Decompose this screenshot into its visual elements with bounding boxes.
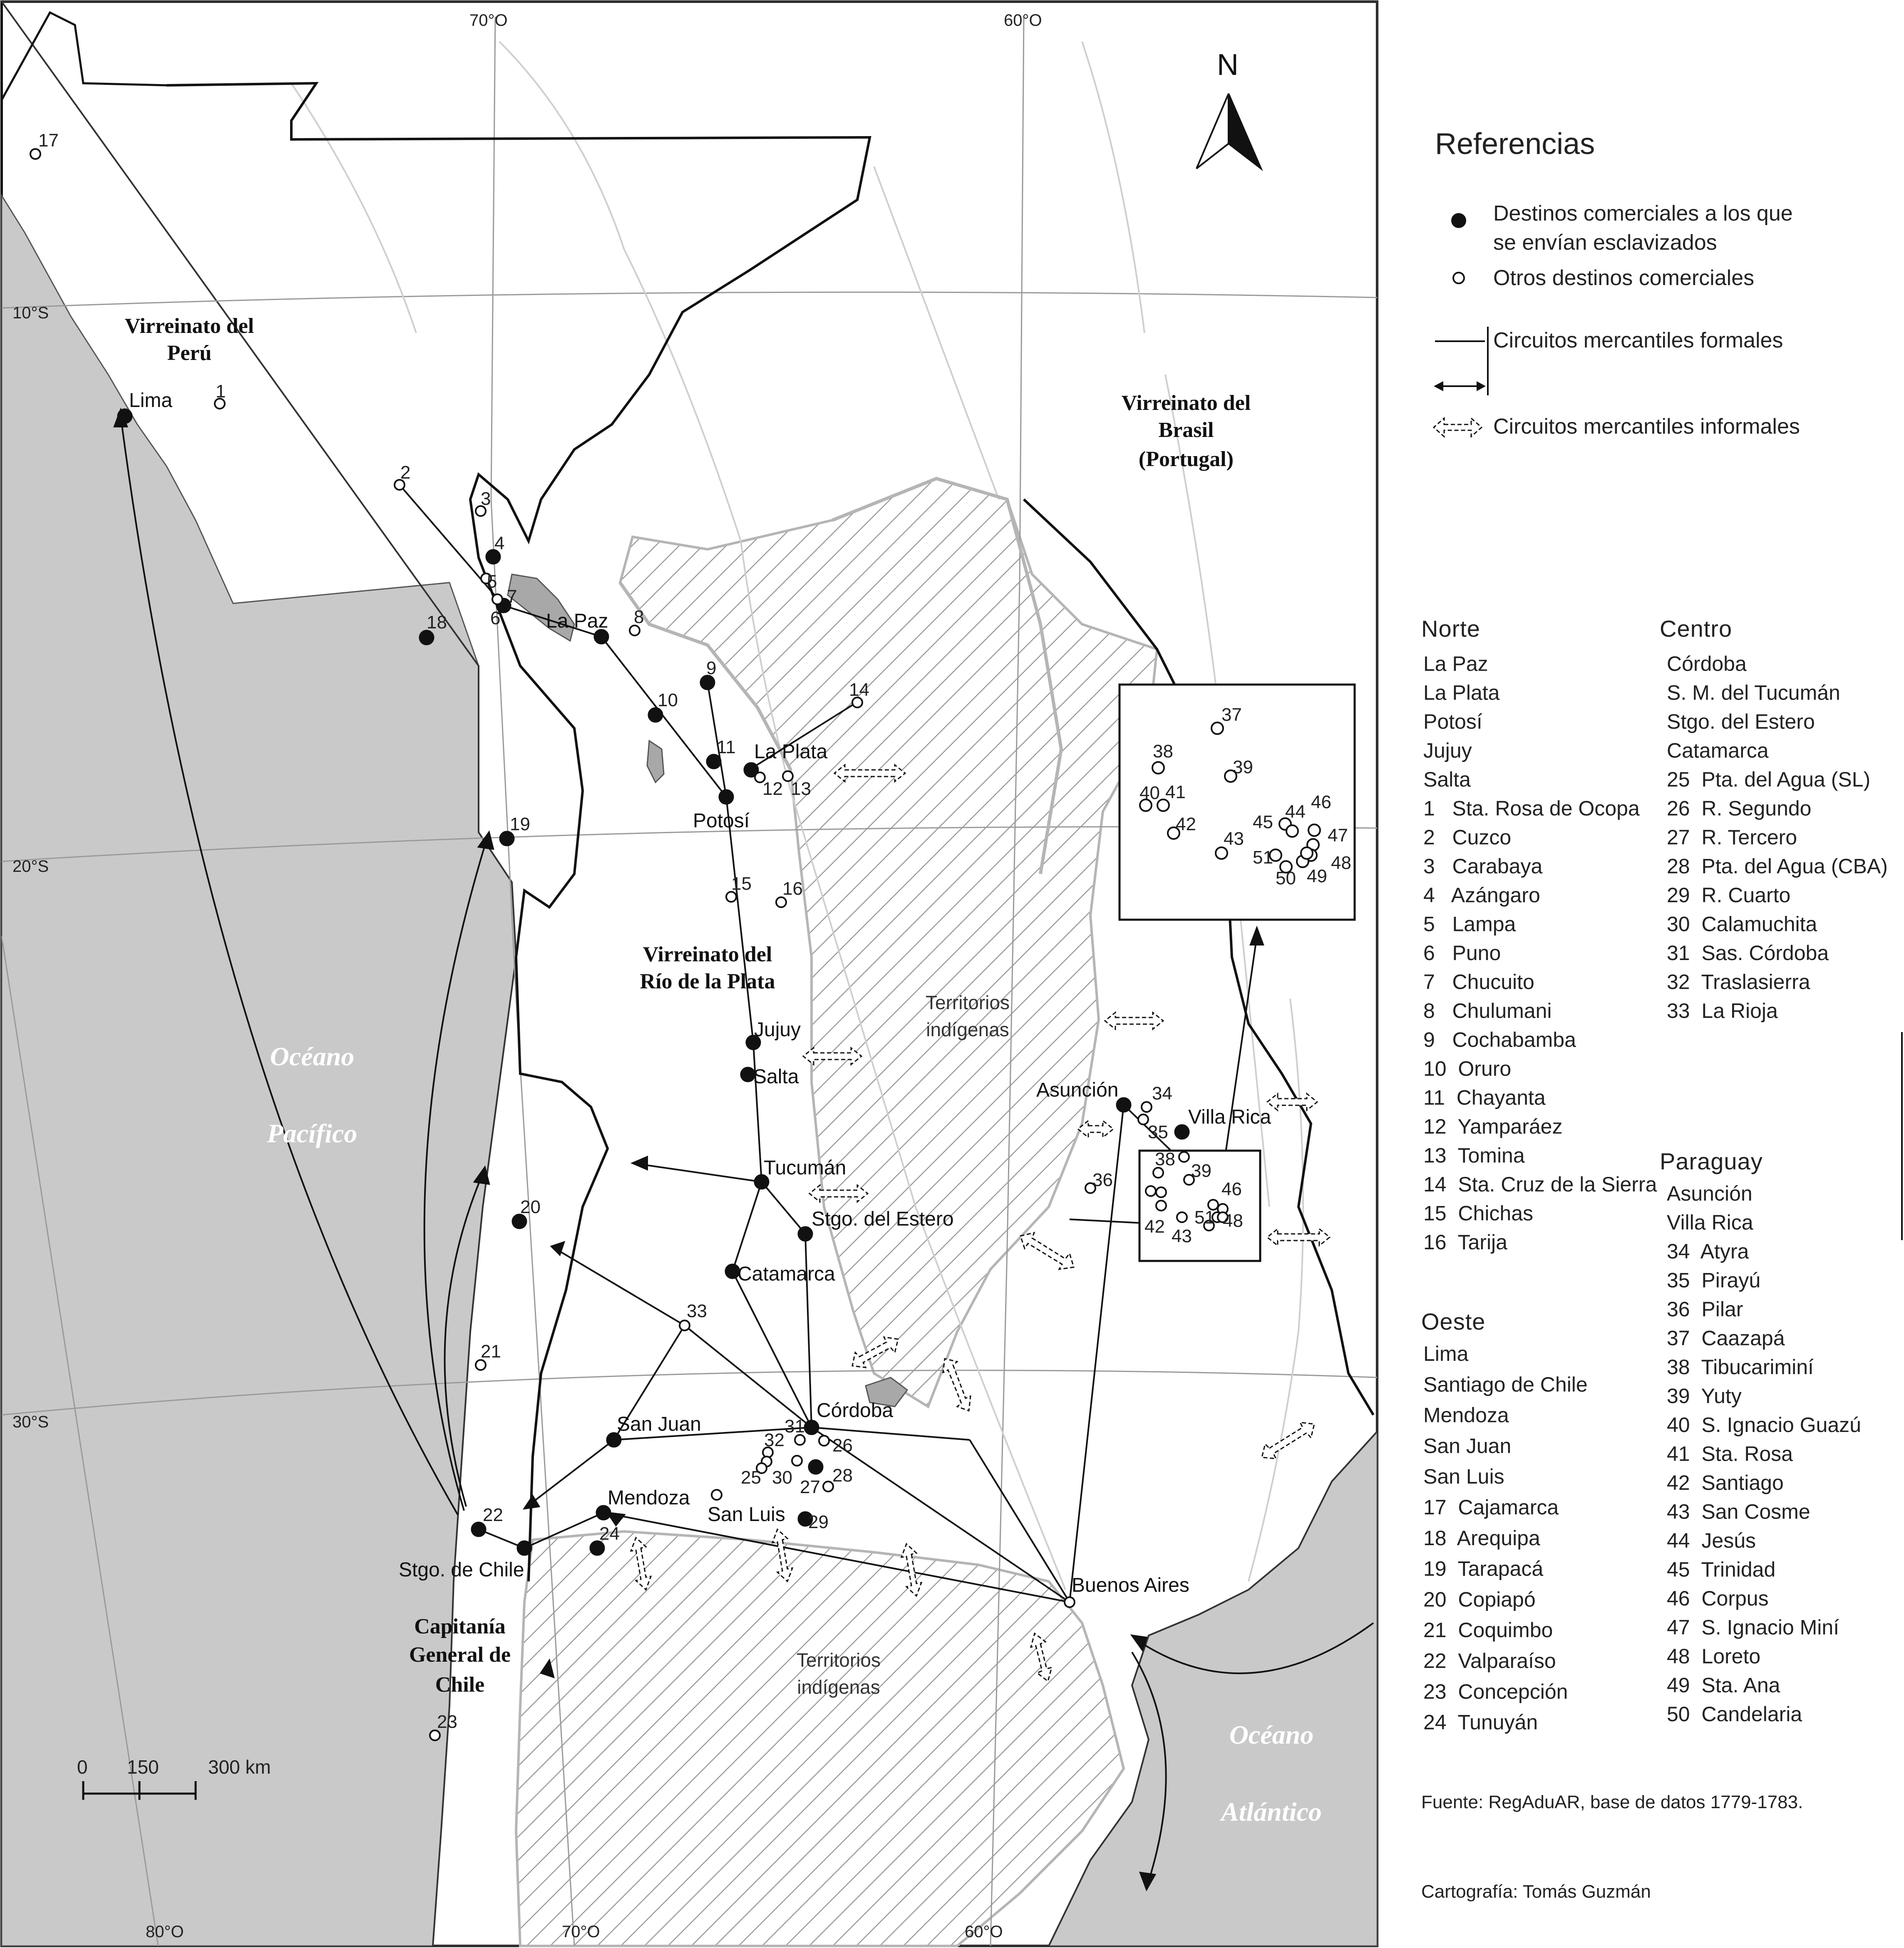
svg-text:20: 20 bbox=[520, 1197, 541, 1217]
city-mendoza: Mendoza bbox=[608, 1487, 690, 1509]
svg-text:28: 28 bbox=[832, 1465, 853, 1486]
city-salta: Salta bbox=[753, 1066, 799, 1088]
svg-text:50: 50 bbox=[1276, 868, 1296, 888]
centro-list-item: Stgo. del Estero bbox=[1667, 710, 1815, 733]
oeste-list-item: 23 Concepción bbox=[1423, 1680, 1568, 1703]
paraguay-list-item: 49 Sta. Ana bbox=[1667, 1673, 1780, 1697]
paraguay-list-item: 48 Loreto bbox=[1667, 1645, 1761, 1668]
svg-text:42: 42 bbox=[1176, 814, 1196, 834]
oeste-list-item: 20 Copiapó bbox=[1423, 1588, 1536, 1611]
legend-filled-1: Destinos comerciales a los que bbox=[1493, 201, 1793, 226]
city-villarica: Villa Rica bbox=[1188, 1106, 1271, 1128]
svg-text:18: 18 bbox=[427, 612, 447, 633]
svg-text:39: 39 bbox=[1233, 757, 1253, 777]
svg-text:47: 47 bbox=[1328, 825, 1348, 846]
centro-list-item: 33 La Rioja bbox=[1667, 999, 1778, 1022]
list-norte bbox=[1421, 615, 1657, 1254]
svg-text:15: 15 bbox=[731, 873, 752, 894]
city-laplata: La Plata bbox=[754, 741, 828, 763]
indigenous-2-line2: indígenas bbox=[797, 1676, 880, 1698]
svg-text:51: 51 bbox=[1194, 1207, 1215, 1228]
svg-text:40: 40 bbox=[1139, 783, 1160, 803]
list-centro bbox=[1660, 615, 1888, 1022]
pacific-label-2: Pacífico bbox=[267, 1119, 357, 1148]
centro-list-item: Córdoba bbox=[1667, 652, 1747, 675]
centro-list-item: Catamarca bbox=[1667, 739, 1769, 762]
svg-text:38: 38 bbox=[1155, 1149, 1175, 1169]
north-label: N bbox=[1217, 48, 1239, 82]
svg-text:9: 9 bbox=[706, 658, 717, 678]
paraguay-list-item: 39 Yuty bbox=[1667, 1384, 1742, 1408]
svg-text:3: 3 bbox=[481, 489, 491, 509]
svg-text:22: 22 bbox=[483, 1505, 503, 1525]
credits-source: Fuente: RegAduAR, base de datos 1779-1783. bbox=[1421, 1792, 1803, 1812]
centro-list-item: 26 R. Segundo bbox=[1667, 797, 1812, 820]
norte-list-item: Potosí bbox=[1423, 710, 1482, 733]
city-lapaz: La Paz bbox=[546, 610, 608, 632]
list-centro-head: Centro bbox=[1660, 615, 1733, 642]
svg-text:32: 32 bbox=[764, 1430, 784, 1450]
norte-list-item: 9 Cochabamba bbox=[1423, 1028, 1576, 1052]
scale-150: 150 bbox=[127, 1756, 159, 1778]
centro-list-item: 25 Pta. del Agua (SL) bbox=[1667, 768, 1871, 791]
legend-title: Referencias bbox=[1435, 127, 1595, 161]
city-buenosaires: Buenos Aires bbox=[1072, 1574, 1189, 1596]
svg-text:43: 43 bbox=[1172, 1226, 1192, 1246]
svg-text:26: 26 bbox=[832, 1435, 853, 1456]
svg-text:35: 35 bbox=[1148, 1122, 1168, 1142]
region-peru-1: Virreinato del bbox=[124, 314, 254, 338]
svg-text:45: 45 bbox=[1253, 812, 1273, 832]
svg-text:8: 8 bbox=[634, 607, 644, 627]
norte-list-item: 14 Sta. Cruz de la Sierra bbox=[1423, 1173, 1657, 1196]
region-chile-2: General de bbox=[409, 1643, 511, 1667]
svg-text:51: 51 bbox=[1253, 847, 1273, 868]
city-stgo-estero: Stgo. del Estero bbox=[812, 1208, 954, 1230]
city-potosi: Potosí bbox=[693, 810, 750, 832]
svg-text:11: 11 bbox=[717, 737, 736, 757]
svg-text:25: 25 bbox=[741, 1467, 761, 1488]
norte-list-item: 5 Lampa bbox=[1423, 912, 1516, 936]
svg-text:46: 46 bbox=[1311, 792, 1331, 812]
oeste-list-item: 17 Cajamarca bbox=[1423, 1496, 1559, 1519]
svg-text:46: 46 bbox=[1221, 1179, 1242, 1199]
city-asuncion: Asunción bbox=[1036, 1079, 1119, 1101]
norte-list-item: 16 Tarija bbox=[1423, 1231, 1507, 1254]
oeste-list-item: 19 Tarapacá bbox=[1423, 1557, 1544, 1581]
region-plata-1: Virreinato del bbox=[643, 943, 772, 966]
region-chile-3: Chile bbox=[435, 1673, 485, 1697]
region-brasil-3: (Portugal) bbox=[1138, 447, 1234, 471]
paraguay-list-item: 46 Corpus bbox=[1667, 1587, 1769, 1610]
svg-text:19: 19 bbox=[510, 814, 530, 834]
pacific-label-1: Océano bbox=[270, 1042, 355, 1071]
svg-text:44: 44 bbox=[1285, 802, 1306, 822]
list-oeste bbox=[1421, 1308, 1588, 1734]
svg-text:29: 29 bbox=[808, 1512, 829, 1532]
norte-list-item: 2 Cuzco bbox=[1423, 826, 1512, 849]
city-tucuman: Tucumán bbox=[764, 1157, 846, 1179]
oeste-list-item: 18 Arequipa bbox=[1423, 1526, 1540, 1550]
indigenous-2-line1: Territorios bbox=[797, 1649, 881, 1671]
norte-list-item: 4 Azángaro bbox=[1423, 883, 1540, 907]
svg-text:31: 31 bbox=[784, 1416, 805, 1437]
svg-text:6: 6 bbox=[490, 608, 501, 628]
svg-text:12: 12 bbox=[762, 779, 783, 799]
svg-text:48: 48 bbox=[1331, 853, 1351, 873]
city-jujuy: Jujuy bbox=[754, 1019, 801, 1041]
oeste-list-item: Santiago de Chile bbox=[1423, 1372, 1588, 1396]
svg-text:24: 24 bbox=[599, 1524, 620, 1544]
svg-text:17: 17 bbox=[38, 130, 59, 151]
city-cordoba: Córdoba bbox=[817, 1400, 894, 1422]
city-lima: Lima bbox=[129, 390, 173, 412]
centro-list-item: 32 Traslasierra bbox=[1667, 970, 1810, 994]
paraguay-list-item: 43 San Cosme bbox=[1667, 1500, 1810, 1524]
svg-text:41: 41 bbox=[1165, 782, 1186, 802]
legend-informal: Circuitos mercantiles informales bbox=[1493, 414, 1800, 439]
oeste-list-item: 22 Valparaíso bbox=[1423, 1649, 1556, 1673]
region-plata-2: Río de la Plata bbox=[640, 970, 775, 993]
scale-300: 300 km bbox=[208, 1756, 271, 1778]
coord-60-top: 60°O bbox=[1004, 11, 1042, 30]
list-norte-head: Norte bbox=[1421, 615, 1480, 642]
centro-list-item: 31 Sas. Córdoba bbox=[1667, 941, 1829, 965]
atlantic-label-2: Atlántico bbox=[1221, 1797, 1322, 1826]
centro-list-item: 27 R. Tercero bbox=[1667, 826, 1797, 849]
svg-text:33: 33 bbox=[687, 1301, 707, 1321]
atlantic-label-1: Océano bbox=[1229, 1720, 1314, 1749]
region-brasil-1: Virreinato del bbox=[1121, 391, 1251, 415]
norte-list-item: 12 Yamparáez bbox=[1423, 1115, 1563, 1138]
svg-text:16: 16 bbox=[782, 878, 803, 899]
coord-80-bottom: 80°O bbox=[146, 1923, 184, 1941]
coord-10s: 10°S bbox=[12, 304, 49, 322]
region-peru-2: Perú bbox=[167, 341, 212, 365]
centro-list-item: 29 R. Cuarto bbox=[1667, 883, 1791, 907]
svg-text:48: 48 bbox=[1223, 1211, 1243, 1231]
paraguay-list-item: 47 S. Ignacio Miní bbox=[1667, 1615, 1839, 1639]
oeste-list-item: San Luis bbox=[1423, 1465, 1504, 1489]
paraguay-list-item: 37 Caazapá bbox=[1667, 1326, 1785, 1350]
paraguay-list-item: 50 Candelaria bbox=[1667, 1702, 1802, 1726]
indigenous-1-line2: indígenas bbox=[926, 1019, 1009, 1040]
svg-text:7: 7 bbox=[507, 586, 517, 607]
norte-list-item: La Plata bbox=[1423, 681, 1500, 705]
svg-text:14: 14 bbox=[849, 680, 869, 700]
norte-list-item: 6 Puno bbox=[1423, 941, 1501, 965]
norte-list-item: Jujuy bbox=[1423, 739, 1472, 762]
legend-open: Otros destinos comerciales bbox=[1493, 266, 1755, 290]
city-stgo-chile: Stgo. de Chile bbox=[399, 1559, 524, 1581]
region-chile-1: Capitanía bbox=[414, 1615, 506, 1638]
list-oeste-head: Oeste bbox=[1421, 1308, 1486, 1335]
svg-text:49: 49 bbox=[1307, 866, 1327, 886]
paraguay-list-item: 36 Pilar bbox=[1667, 1298, 1743, 1321]
legend-filled-2: se envían esclavizados bbox=[1493, 231, 1717, 255]
list-paraguay bbox=[1660, 1148, 1861, 1726]
paraguay-list-item: 35 Pirayú bbox=[1667, 1268, 1761, 1292]
credits-cartography: Cartografía: Tomás Guzmán bbox=[1421, 1881, 1651, 1902]
paraguay-list-item: 42 Santiago bbox=[1667, 1471, 1784, 1494]
paraguay-list-item: 44 Jesús bbox=[1667, 1529, 1756, 1552]
coord-60-bottom: 60°O bbox=[965, 1923, 1003, 1941]
svg-text:27: 27 bbox=[800, 1477, 820, 1497]
oeste-list-item: Mendoza bbox=[1423, 1403, 1509, 1427]
oeste-list-item: Lima bbox=[1423, 1342, 1469, 1365]
svg-text:1: 1 bbox=[216, 381, 226, 402]
norte-list-item: 7 Chucuito bbox=[1423, 970, 1534, 994]
paraguay-list-item: Villa Rica bbox=[1667, 1211, 1753, 1234]
svg-text:34: 34 bbox=[1152, 1083, 1172, 1104]
norte-list-item: 3 Carabaya bbox=[1423, 854, 1543, 878]
svg-text:43: 43 bbox=[1224, 829, 1244, 849]
norte-list-item: 11 Chayanta bbox=[1423, 1086, 1546, 1109]
paraguay-list-item: 45 Trinidad bbox=[1667, 1558, 1776, 1581]
city-sanjuan: San Juan bbox=[617, 1413, 701, 1435]
svg-text:5: 5 bbox=[487, 571, 497, 592]
norte-list-item: Salta bbox=[1423, 768, 1471, 791]
paraguay-list-item: 41 Sta. Rosa bbox=[1667, 1442, 1793, 1466]
centro-list-item: 30 Calamuchita bbox=[1667, 912, 1817, 936]
norte-list-item: 1 Sta. Rosa de Ocopa bbox=[1423, 797, 1640, 820]
indigenous-1-line1: Territorios bbox=[926, 992, 1010, 1013]
svg-text:39: 39 bbox=[1191, 1161, 1211, 1181]
svg-text:37: 37 bbox=[1221, 705, 1242, 725]
coord-70-bottom: 70°O bbox=[562, 1923, 600, 1941]
oeste-list-item: 24 Tunuyán bbox=[1423, 1710, 1538, 1734]
scale-0: 0 bbox=[77, 1756, 88, 1778]
region-brasil-2: Brasil bbox=[1158, 418, 1214, 442]
svg-text:36: 36 bbox=[1092, 1170, 1113, 1190]
legend bbox=[1434, 127, 1800, 439]
legend-formal: Circuitos mercantiles formales bbox=[1493, 328, 1783, 352]
coord-70-top: 70°O bbox=[469, 11, 508, 30]
coord-30s: 30°S bbox=[12, 1413, 49, 1431]
norte-list-item: 15 Chichas bbox=[1423, 1201, 1534, 1225]
coord-20s: 20°S bbox=[12, 857, 49, 876]
centro-list-item: S. M. del Tucumán bbox=[1667, 681, 1840, 705]
norte-list-item: 13 Tomina bbox=[1423, 1144, 1525, 1167]
list-paraguay-head: Paraguay bbox=[1660, 1148, 1763, 1174]
city-sanluis: San Luis bbox=[707, 1504, 785, 1526]
paraguay-list-item: 38 Tibucariminí bbox=[1667, 1355, 1814, 1379]
norte-list-item: 10 Oruro bbox=[1423, 1057, 1512, 1080]
oeste-list-item: 21 Coquimbo bbox=[1423, 1618, 1553, 1642]
paraguay-list-item: 34 Atyra bbox=[1667, 1240, 1749, 1263]
oeste-list-item: San Juan bbox=[1423, 1434, 1512, 1458]
svg-text:21: 21 bbox=[481, 1341, 501, 1362]
svg-text:23: 23 bbox=[437, 1712, 457, 1732]
paraguay-list-item: 40 S. Ignacio Guazú bbox=[1667, 1413, 1861, 1437]
svg-text:42: 42 bbox=[1144, 1216, 1165, 1237]
centro-list-item: 28 Pta. del Agua (CBA) bbox=[1667, 854, 1888, 878]
svg-text:38: 38 bbox=[1153, 741, 1173, 762]
city-catamarca: Catamarca bbox=[737, 1263, 835, 1285]
svg-text:13: 13 bbox=[791, 779, 811, 799]
norte-list-item: 8 Chulumani bbox=[1423, 999, 1552, 1022]
paraguay-list-item: Asunción bbox=[1667, 1182, 1753, 1205]
svg-text:10: 10 bbox=[658, 690, 678, 710]
svg-text:2: 2 bbox=[400, 462, 411, 483]
svg-text:4: 4 bbox=[494, 533, 505, 553]
svg-text:30: 30 bbox=[772, 1467, 792, 1488]
norte-list-item: La Paz bbox=[1423, 652, 1488, 675]
